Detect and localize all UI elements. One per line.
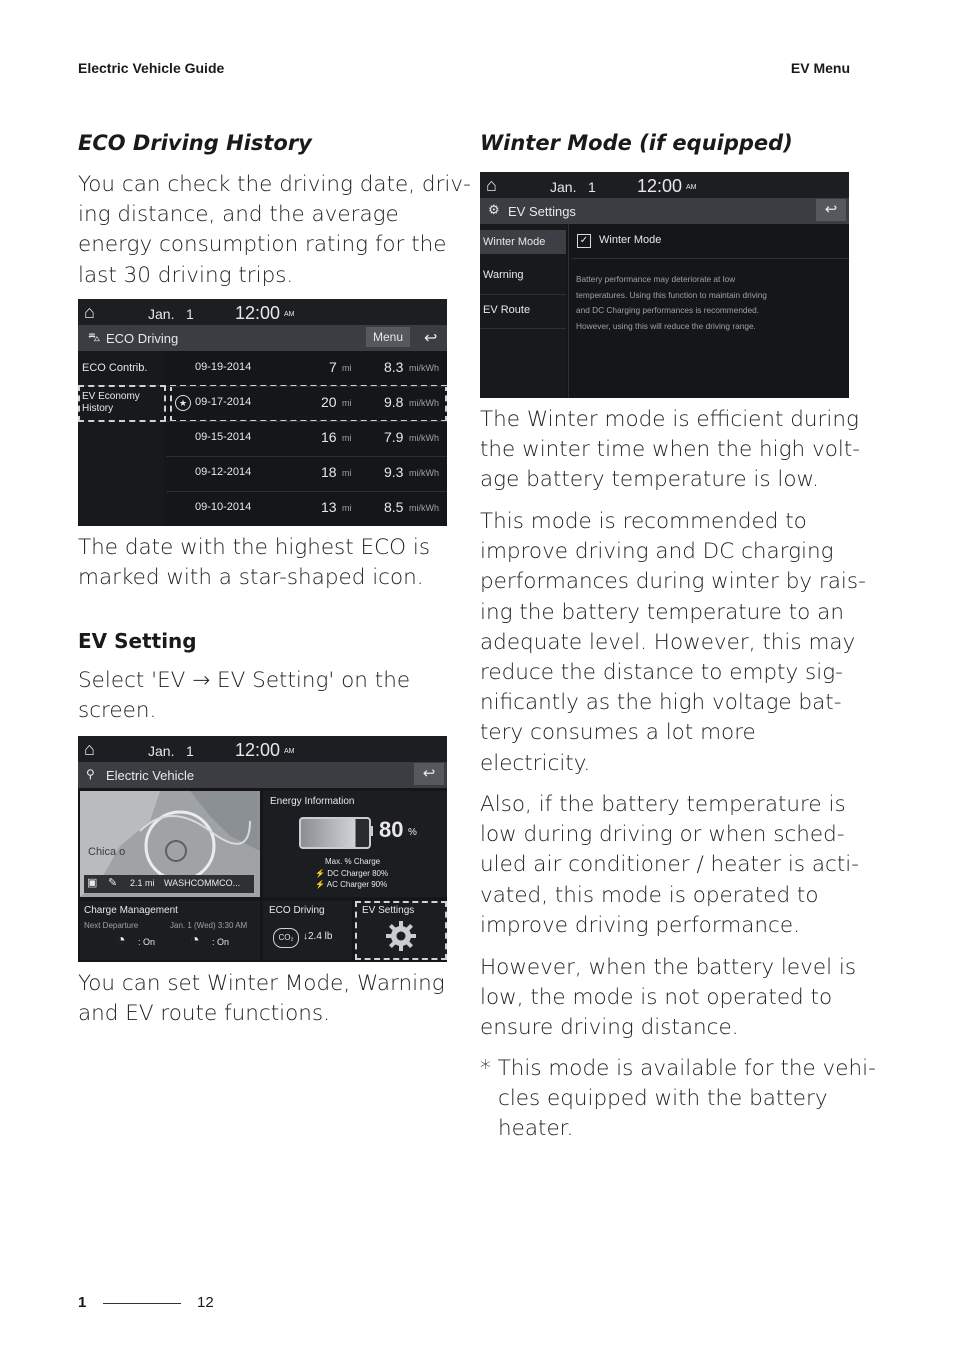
row-efficiency: 9.8 [384, 394, 404, 410]
title-bar [480, 198, 849, 224]
row-distance-unit: mi [342, 363, 352, 373]
ev-setting-heading: EV Setting [78, 629, 197, 653]
text-line: Also, if the battery temperature is [480, 792, 846, 817]
row-distance: 20 [321, 394, 337, 410]
row-distance: 16 [321, 429, 337, 445]
eco-history-paragraph [78, 170, 471, 291]
desc-line: and DC Charging performances is recommended. [576, 305, 760, 315]
home-icon[interactable]: ⌂ [84, 302, 95, 322]
row-date: 09-15-2014 [195, 431, 252, 443]
text-line: This mode is recommended to [480, 509, 807, 534]
star-icon: ★ [175, 395, 191, 411]
status-date: Jan. [148, 306, 175, 322]
eco-caption [78, 533, 430, 593]
map-info-bar [84, 875, 254, 893]
ev-settings-title: EV Settings [362, 905, 415, 916]
clock-plug-icon: ◔ [116, 932, 126, 949]
text-line: The Winter mode is efficient during [480, 407, 859, 432]
charge-on-status: : On [138, 937, 156, 947]
screen-title: EV Settings [508, 204, 576, 219]
sidebar [480, 224, 566, 398]
text-line: However, when the battery level is [480, 955, 857, 980]
status-date: Jan. [148, 743, 175, 759]
energy-panel[interactable] [263, 791, 447, 897]
text-line: adequate level. However, this may [480, 629, 856, 655]
header-left: Electric Vehicle Guide [78, 60, 225, 76]
winter-para-2 [480, 507, 866, 779]
sidebar-item-ev-route[interactable]: EV Route [483, 304, 531, 316]
row-distance: 13 [321, 499, 337, 515]
status-ampm: AM [284, 748, 295, 755]
text-line: last 30 driving trips. [78, 262, 294, 288]
highlight-sidebar [78, 385, 166, 422]
row-efficiency: 8.3 [384, 359, 404, 375]
pencil-icon: ✎ [108, 877, 118, 889]
text-line: cles equipped with the battery [498, 1086, 828, 1112]
text-line: * This mode is available for the vehi- [480, 1056, 876, 1081]
electric-vehicle-screen [78, 736, 447, 962]
sidebar-edge [568, 224, 569, 398]
max-charge-label: Max. % Charge [325, 857, 381, 866]
winter-note [480, 1054, 876, 1145]
row-distance: 18 [321, 464, 337, 480]
row-efficiency-unit: mi/kWh [409, 398, 439, 408]
title-bar [78, 762, 447, 788]
row-efficiency-unit: mi/kWh [409, 433, 439, 443]
sidebar-item-eco-contrib[interactable]: ECO Contrib. [82, 362, 148, 374]
status-day: 1 [588, 179, 596, 195]
battery-terminal [369, 826, 373, 836]
co2-value-text: 2.4 lb [308, 931, 333, 942]
ac-charger-text: AC Charger 90% [326, 880, 388, 889]
next-departure-label: Next Departure [84, 921, 139, 930]
text-line: improve driving performance. [480, 912, 800, 938]
eco-driving-title: ECO Driving [269, 905, 325, 916]
content-divider [572, 258, 849, 259]
sidebar-divider [480, 294, 566, 295]
ev-setting-paragraph [78, 666, 410, 726]
row-date: 09-19-2014 [195, 361, 252, 373]
text-line: The date with the highest ECO is [78, 535, 431, 560]
clock-fan-icon: ◔ [190, 932, 200, 949]
energy-title: Energy Information [270, 796, 355, 807]
text-line: low, the mode is not operated to [480, 985, 833, 1011]
text-line: performances during winter by rais- [480, 569, 866, 595]
status-time: 12:00 [235, 303, 281, 323]
title-bar [78, 325, 447, 351]
row-date: 09-17-2014 [195, 396, 252, 408]
home-icon[interactable]: ⌂ [486, 175, 497, 195]
header-right: EV Menu [790, 60, 850, 76]
charger-icon: ▣ [87, 877, 98, 889]
desc-line: Battery performance may deteriorate at low [576, 274, 736, 284]
text-line: low during driving or when sched- [480, 822, 845, 848]
winter-para-1 [480, 405, 860, 496]
map-city-label: Chica o [88, 846, 126, 858]
text-line: age battery temperature is low. [480, 467, 820, 493]
list-item[interactable] [166, 386, 447, 421]
status-date: Jan. [550, 179, 577, 195]
battery-percent-sign: % [408, 827, 417, 838]
row-efficiency: 8.5 [384, 499, 404, 515]
status-time: 12:00 [235, 740, 281, 760]
text-line: and EV route functions. [78, 1001, 330, 1027]
battery-icon [299, 817, 371, 849]
text-line: Select 'EV → EV Setting' on the [78, 668, 411, 693]
departure-time: Jan. 1 (Wed) 3:30 AM [170, 921, 248, 930]
row-efficiency: 7.9 [384, 429, 404, 445]
status-time: 12:00 [637, 176, 683, 196]
list-item[interactable] [166, 491, 447, 526]
gear-icon [385, 920, 417, 952]
desc-line: However, using this will reduce the driving range. [576, 320, 756, 331]
text-line: ing the battery temperature to an [480, 599, 844, 625]
dc-charger: ⚡ DC Charger 80% [315, 869, 389, 878]
row-distance-unit: mi [342, 503, 352, 513]
row-efficiency-unit: mi/kWh [409, 363, 439, 373]
ac-charger: ⚡ AC Charger 90% [315, 880, 388, 889]
screen-title: Electric Vehicle [106, 768, 195, 783]
co2-icon: CO₂ [273, 928, 299, 948]
charge-management-title: Charge Management [84, 905, 178, 916]
row-distance: 7 [329, 359, 337, 375]
row-efficiency-unit: mi/kWh [409, 468, 439, 478]
checkbox-icon: ✓ [577, 234, 591, 248]
desc-line: temperatures. Using this function to maintain driving [576, 289, 767, 300]
checkbox-label: Winter Mode [599, 234, 662, 246]
ev-setting-caption [78, 969, 445, 1029]
sidebar-divider [480, 328, 566, 329]
row-distance-unit: mi [342, 433, 352, 443]
sidebar-item-warning[interactable]: Warning [483, 269, 524, 281]
text-line: nificantly as the high voltage bat- [480, 690, 842, 716]
text-line: energy consumption rating for the [78, 232, 447, 258]
ev-settings-screen [480, 172, 849, 398]
screen-title: ECO Driving [106, 331, 179, 346]
status-ampm: AM [284, 311, 295, 318]
winter-para-3 [480, 790, 859, 941]
footer-rule [103, 1303, 181, 1304]
row-efficiency-unit: mi/kWh [409, 503, 439, 513]
text-line: marked with a star-shaped icon. [78, 565, 424, 591]
status-day: 1 [186, 306, 194, 322]
list-item[interactable] [166, 456, 447, 491]
text-line: improve driving and DC charging [480, 539, 834, 565]
row-distance-unit: mi [342, 468, 352, 478]
battery-percent: 80 [379, 817, 404, 842]
winter-mode-description [576, 272, 767, 334]
charge-management-panel[interactable] [80, 901, 260, 960]
text-line: tery consumes a lot more [480, 720, 756, 746]
back-icon[interactable]: ↩ [816, 199, 846, 221]
text-line: uled air conditioner / heater is acti- [480, 852, 860, 878]
back-icon[interactable]: ↩ [414, 763, 444, 785]
row-date: 09-12-2014 [195, 466, 252, 478]
status-ampm: AM [686, 184, 697, 191]
winter-mode-heading: Winter Mode (if equipped) [480, 131, 793, 155]
text-line: You can set Winter Mode, Warning [78, 971, 445, 996]
winter-mode-checkbox[interactable] [577, 232, 847, 252]
ev-settings-panel[interactable] [355, 901, 447, 960]
eco-history-heading: ECO Driving History [78, 131, 312, 155]
chapter-number: 1 [78, 1294, 87, 1311]
row-date: 09-10-2014 [195, 501, 252, 513]
text-line: the winter time when the high volt- [480, 437, 861, 463]
text-line: vated, this mode is operated to [480, 882, 819, 908]
sidebar-label: History [82, 403, 114, 414]
winter-para-4 [480, 953, 856, 1044]
map-panel[interactable] [80, 791, 260, 897]
sidebar-label: EV Economy [82, 391, 140, 402]
status-day: 1 [186, 743, 194, 759]
text-line: screen. [78, 698, 157, 724]
eco-driving-screen [78, 299, 447, 526]
row-distance-unit: mi [342, 398, 352, 408]
plug-icon: ⚲ [86, 767, 95, 781]
text-line: electricity. [480, 750, 591, 776]
list-item[interactable] [166, 351, 447, 386]
home-icon[interactable]: ⌂ [84, 739, 95, 759]
gear-icon: ⚙ [488, 202, 500, 217]
list-item[interactable] [166, 421, 447, 456]
sidebar [78, 351, 164, 526]
co2-value: ↓2.4 lb [303, 931, 333, 942]
text-line: reduce the distance to empty sig- [480, 660, 843, 686]
text-line: You can check the driving date, driv- [78, 172, 471, 197]
menu-button[interactable]: Menu [366, 327, 410, 347]
climate-on-status: : On [212, 937, 230, 947]
back-icon[interactable]: ↩ [424, 330, 438, 347]
dc-charger-text: DC Charger 80% [327, 869, 389, 878]
row-efficiency: 9.3 [384, 464, 404, 480]
history-list [166, 351, 447, 526]
text-line: ensure driving distance. [480, 1015, 739, 1041]
map-destination: WASHCOMMCO... [164, 878, 241, 888]
car-icon: ⛍ [88, 330, 101, 344]
text-line: heater. [498, 1116, 574, 1142]
eco-driving-panel[interactable] [263, 901, 352, 960]
text-line: ing distance, and the average [78, 202, 399, 228]
sidebar-item-winter-mode[interactable]: Winter Mode [480, 230, 566, 254]
page-number: 12 [197, 1294, 214, 1311]
map-distance: 2.1 mi [130, 878, 155, 888]
